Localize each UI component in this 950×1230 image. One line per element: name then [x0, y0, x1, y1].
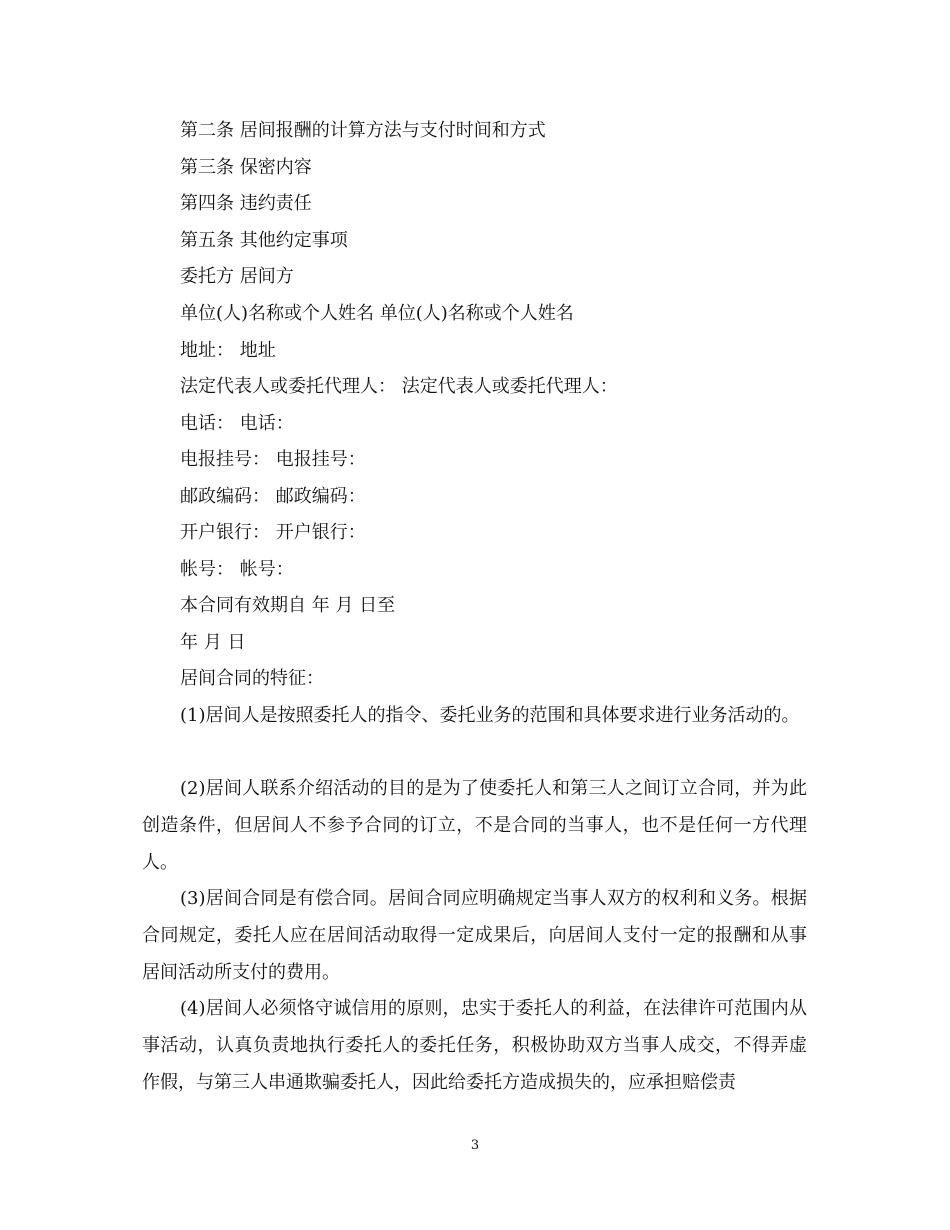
telegram-line: 电报挂号： 电报挂号：	[180, 449, 366, 470]
feature-paragraph-3: (3)居间合同是有偿合同。居间合同应明确规定当事人双方的权利和义务。根据合同规定，委托人应在居间活动取得一定成果后，向居间人支付一定的报酬和从事居间活动所支付的费用。	[142, 888, 807, 983]
party-name-line: 单位(人)名称或个人姓名 单位(人)名称或个人姓名	[180, 303, 574, 324]
account-line: 帐号： 帐号：	[180, 559, 294, 580]
representative-line: 法定代表人或委托代理人： 法定代表人或委托代理人：	[180, 376, 618, 397]
clause-4: 第四条 违约责任	[180, 193, 312, 214]
bank-line: 开户银行： 开户银行：	[180, 522, 366, 543]
feature-paragraph-4: (4)居间人必须恪守诚信用的原则，忠实于委托人的利益，在法律许可范围内从事活动，认真负责地执行委托人的委托任务，积极协助双方当事人成交，不得弄虚作假，与第三人串通欺骗委托人，因此给委托方造成损失的，应承担赔偿责	[142, 998, 807, 1093]
address-line: 地址： 地址	[180, 340, 276, 361]
clause-5: 第五条 其他约定事项	[180, 230, 348, 251]
parties-line: 委托方 居间方	[180, 266, 294, 287]
feature-paragraph-1: (1)居间人是按照委托人的指令、委托业务的范围和具体要求进行业务活动的。	[180, 705, 800, 726]
clause-2: 第二条 居间报酬的计算方法与支付时间和方式	[180, 120, 546, 141]
validity-end-line: 年 月 日	[180, 632, 246, 653]
features-heading: 居间合同的特征：	[180, 668, 324, 689]
postal-code-line: 邮政编码： 邮政编码：	[180, 486, 366, 507]
validity-line: 本合同有效期自 年 月 日至	[180, 595, 396, 616]
clause-3: 第三条 保密内容	[180, 157, 312, 178]
phone-line: 电话： 电话：	[180, 413, 294, 434]
feature-paragraph-2: (2)居间人联系介绍活动的目的是为了使委托人和第三人之间订立合同，并为此创造条件，但居间人不参予合同的订立，不是合同的当事人，也不是任何一方代理人。	[142, 778, 807, 873]
page-number: 3	[470, 1138, 480, 1153]
